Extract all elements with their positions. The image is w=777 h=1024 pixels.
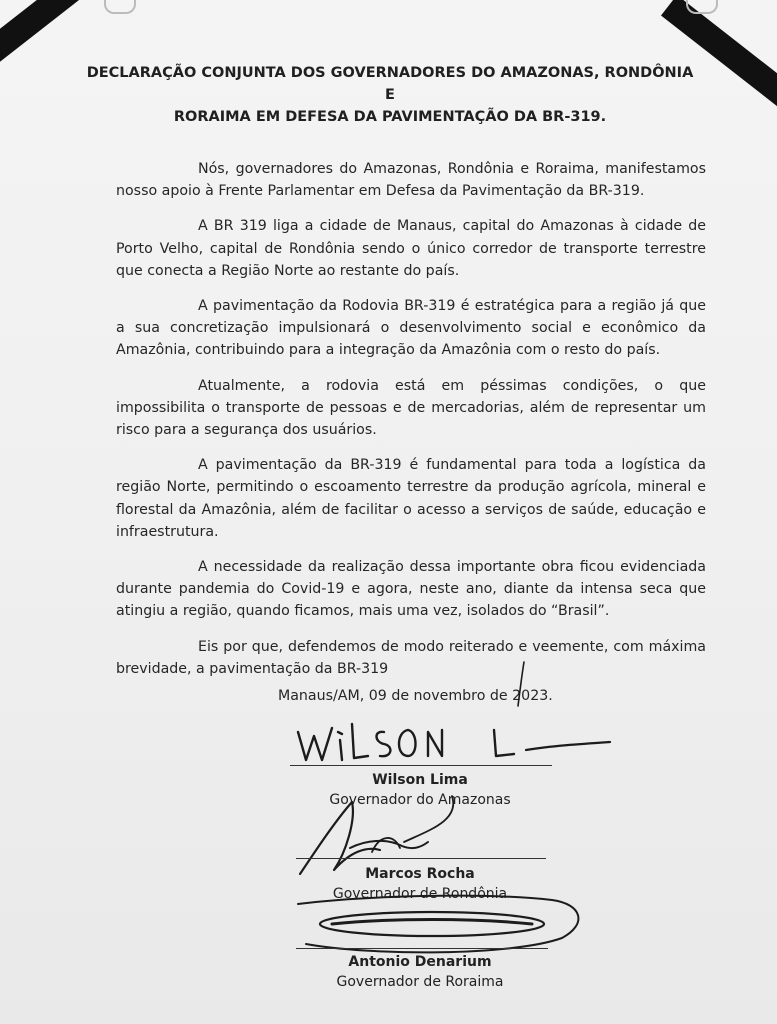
signature-line-2 (296, 858, 546, 859)
paragraph-1: Nós, governadores do Amazonas, Rondônia e Roraima, manifestamos nosso apoio à Frente Parlamentar em Defesa da Pavimentação da BR-319. (116, 161, 706, 200)
paper-clip-right (686, 0, 718, 14)
signatory-2-name: Marcos Rocha (365, 866, 475, 882)
signature-line-1 (290, 765, 552, 766)
paragraph-5: A pavimentação da BR-319 é fundamental para toda a logística da região Norte, permitindo o escoamento terrestre da produção agrícola, mineral e florestal da Amazônia, além de facilitar o acesso a serviços de saúde, educação e infraestrutura. (116, 457, 706, 540)
signatory-3-role: Governador de Roraima (336, 974, 504, 990)
signature-wilson-lima (280, 710, 620, 770)
signatory-1-name: Wilson Lima (372, 772, 468, 788)
document-body (116, 158, 706, 693)
paragraph-6: A necessidade da realização dessa importante obra ficou evidenciada durante pandemia do Covid-19 e agora, neste ano, diante da intensa seca que atingiu a região, quando ficamos, mais uma vez, isolados do “Brasil”. (116, 559, 706, 620)
signatory-3 (250, 952, 590, 992)
signatory-2-role: Governador de Rondônia (332, 886, 508, 902)
title-line-2: RORAIMA EM DEFESA DA PAVIMENTAÇÃO DA BR-319. (173, 109, 607, 125)
paragraph-3: A pavimentação da Rodovia BR-319 é estratégica para a região já que a sua concretização impulsionará o desenvolvimento social e econômico da Amazônia, contribuindo para a integração da Amazônia com o resto do país. (116, 298, 706, 359)
signatory-3-name: Antonio Denarium (348, 954, 492, 970)
signature-flourish-date (500, 660, 540, 710)
paragraph-2: A BR 319 liga a cidade de Manaus, capital do Amazonas à cidade de Porto Velho, capital de Rondônia sendo o único corredor de transporte terrestre que conecta a Região Norte ao restante do país. (116, 218, 706, 279)
paragraph-4: Atualmente, a rodovia está em péssimas condições, o que impossibilita o transporte de pessoas e de mercadorias, além de representar um risco para a segurança dos usuários. (116, 377, 706, 439)
signatory-1-role: Governador do Amazonas (329, 792, 511, 808)
signature-line-3 (296, 948, 548, 949)
paragraph-7: Eis por que, defendemos de modo reiterado e veemente, com máxima brevidade, a pavimentação da BR-319 (116, 638, 706, 677)
date-line: Manaus/AM, 09 de novembro de 2023. (278, 688, 553, 704)
paper-clip-left (104, 0, 136, 14)
title-line-1: DECLARAÇÃO CONJUNTA DOS GOVERNADORES DO AMAZONAS, RONDÔNIA E (86, 65, 694, 103)
document-title (80, 62, 700, 128)
